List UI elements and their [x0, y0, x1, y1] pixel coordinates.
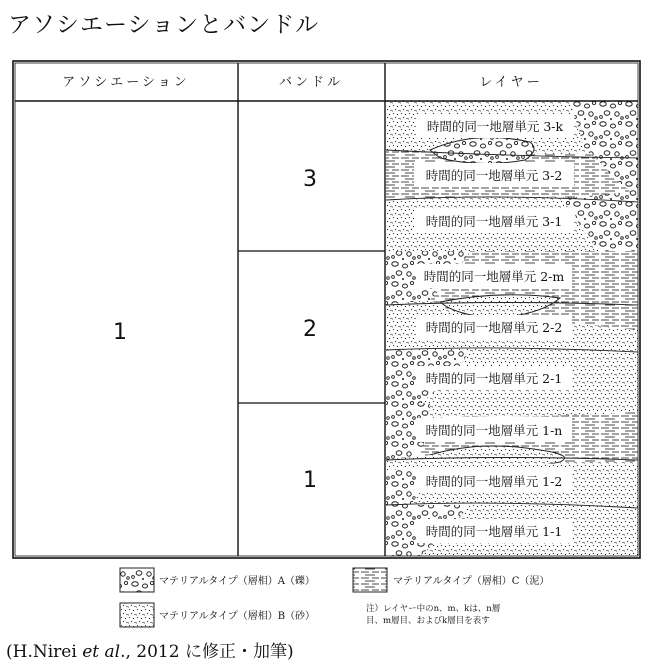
layer-label-3-2: 時間的同一地層単元 3-2 — [425, 168, 563, 183]
legend-label-a: マテリアルタイプ（層相）A（礫） — [159, 576, 315, 587]
layer-label-1-1: 時間的同一地層単元 1-1 — [425, 524, 563, 539]
legend-swatch-gravel — [120, 568, 154, 592]
legend — [120, 568, 549, 627]
column-header-layer: レイヤー — [479, 75, 543, 90]
source-italic: et al — [82, 642, 121, 662]
legend-label-b: マテリアルタイプ（層相）B（砂） — [159, 611, 316, 622]
layer-label-2-1: 時間的同一地層単元 2-1 — [425, 371, 563, 386]
legend-label-c: マテリアルタイプ（層相）C（泥） — [393, 576, 550, 587]
legend-note-line-1: 注）レイヤー中のn、m、kは、n層 — [366, 604, 501, 614]
layer-label-3-1: 時間的同一地層単元 3-1 — [425, 214, 563, 229]
legend-swatch-mud — [353, 568, 387, 592]
source-prefix: (H.Nirei — [6, 642, 83, 662]
association-number: 1 — [113, 320, 127, 345]
layer-label-3-k: 時間的同一地層単元 3-k — [426, 119, 564, 134]
legend-note-line-2: 目、m層目、およびk層目を表す — [366, 616, 490, 626]
layer-label-2-m: 時間的同一地層単元 2-m — [423, 269, 565, 284]
layer-label-1-2: 時間的同一地層単元 1-2 — [425, 474, 563, 489]
legend-swatch-sand — [120, 603, 154, 627]
layer-label-1-n: 時間的同一地層単元 1-n — [425, 423, 563, 438]
source-citation — [6, 637, 294, 662]
bundle-number-2: 2 — [303, 317, 317, 342]
bundle-number-3: 3 — [303, 167, 317, 192]
column-header-bundle: バンドル — [278, 75, 344, 90]
bundle-number-1: 1 — [303, 468, 317, 493]
source-suffix: ., 2012 に修正・加筆) — [120, 642, 294, 662]
column-header-association: アソシエーション — [62, 75, 190, 90]
layer-label-2-2: 時間的同一地層単元 2-2 — [425, 320, 563, 335]
page-title: アソシエーションとバンドル — [8, 12, 320, 38]
